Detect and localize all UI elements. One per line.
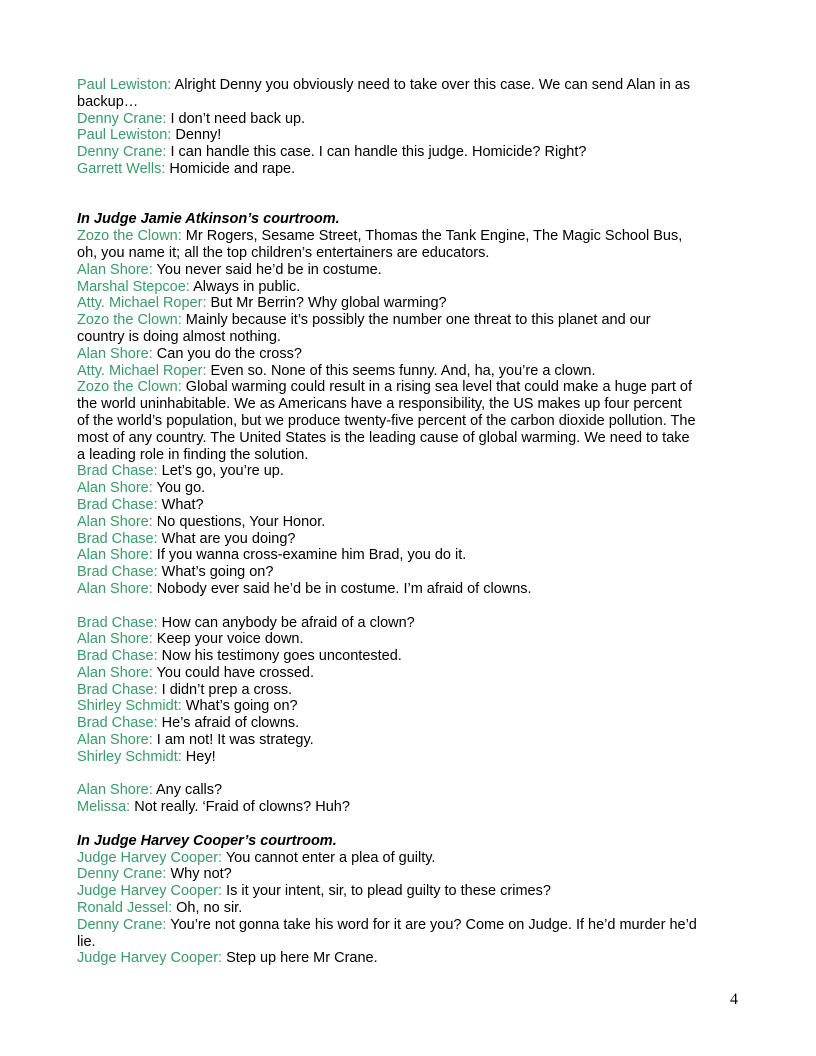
dialogue-line [77,782,697,799]
dialogue-text: No questions, Your Honor. [152,513,326,530]
speaker-name: Atty. Michael Roper: [77,362,207,379]
speaker-name: Zozo the Clown: [77,379,182,396]
dialogue-line [77,531,697,548]
dialogue-text: Can you do the cross? [152,345,302,362]
dialogue-line [77,564,697,581]
speaker-name: Atty. Michael Roper: [77,295,207,312]
speaker-name: Garrett Wells: [77,160,166,177]
dialogue-line [77,648,697,665]
dialogue-text: Step up here Mr Crane. [222,950,378,967]
speaker-name: Shirley Schmidt: [77,748,182,765]
dialogue-text: You’re not gonna take his word for it are you? Come on Judge. If he’d murder he’d lie. [77,916,697,950]
dialogue-line [77,295,697,312]
dialogue-text: What’s going on? [157,564,274,581]
speaker-name: Ronald Jessel: [77,900,173,917]
dialogue-line [77,161,697,178]
speaker-name: Brad Chase: [77,496,158,513]
speaker-name: Alan Shore: [77,782,153,799]
speaker-name: Brad Chase: [77,648,158,665]
speaker-name: Paul Lewiston: [77,77,172,93]
dialogue-line [77,262,697,279]
speaker-name: Judge Harvey Cooper: [77,950,223,967]
spacer [77,598,697,615]
speaker-name: Zozo the Clown: [77,312,182,329]
dialogue-line [77,698,697,715]
speaker-name: Denny Crane: [77,866,167,883]
dialogue-text: You never said he’d be in costume. [152,261,382,278]
dialogue-line [77,900,697,917]
dialogue-text: I didn’t prep a cross. [157,681,293,698]
dialogue-line [77,749,697,766]
dialogue-text: Why not? [166,866,232,883]
dialogue-text: Alright Denny you obviously need to take over this case. We can send Alan in as backup… [77,77,691,110]
dialogue-text: Global warming could result in a rising sea level that could make a huge part of the world uninhabitable. We as Americans have a responsibility, the US makes up four percent of the world’s population, but we produce twenty-five percent of the carbon dioxide pollution. The most of any country. The United States is the leading cause of global warming. We need to take a leading role in finding the solution. [77,379,696,463]
speaker-name: Shirley Schmidt: [77,698,182,715]
dialogue-line [77,883,697,900]
dialogue-text: Hey! [181,748,216,765]
dialogue-line [77,480,697,497]
dialogue-line [77,77,697,111]
dialogue-text: What? [157,496,204,513]
dialogue-line [77,127,697,144]
dialogue-line [77,363,697,380]
dialogue-line [77,228,697,262]
speaker-name: Denny Crane: [77,110,167,127]
dialogue-line [77,463,697,480]
dialogue-text: Oh, no sir. [172,900,243,917]
dialogue-text: If you wanna cross-examine him Brad, you do it. [152,547,467,564]
speaker-name: Brad Chase: [77,463,158,480]
dialogue-line [77,615,697,632]
speaker-name: Zozo the Clown: [77,228,182,245]
dialogue-line [77,379,697,463]
speaker-name: Alan Shore: [77,480,153,497]
dialogue-line [77,917,697,951]
dialogue-line [77,514,697,531]
document-body [77,77,697,967]
speaker-name: Brad Chase: [77,530,158,547]
dialogue-text: Any calls? [152,782,223,799]
spacer [77,816,697,833]
dialogue-line [77,715,697,732]
speaker-name: Melissa: [77,799,131,816]
speaker-name: Paul Lewiston: [77,127,172,144]
dialogue-line [77,631,697,648]
dialogue-line [77,850,697,867]
dialogue-line [77,866,697,883]
dialogue-text: What’s going on? [181,698,298,715]
speaker-name: Alan Shore: [77,664,153,681]
dialogue-line [77,312,697,346]
speaker-name: Alan Shore: [77,732,153,749]
dialogue-text: Not really. ‘Fraid of clowns? Huh? [130,799,350,816]
dialogue-text: Even so. None of this seems funny. And, ha, you’re a clown. [206,362,596,379]
dialogue-line [77,111,697,128]
dialogue-line [77,581,697,598]
dialogue-line [77,799,697,816]
dialogue-line [77,732,697,749]
dialogue-text: He’s afraid of clowns. [157,715,300,732]
speaker-name: Marshal Stepcoe: [77,278,190,295]
dialogue-text: Nobody ever said he’d be in costume. I’m afraid of clowns. [152,580,532,597]
dialogue-text: Is it your intent, sir, to plead guilty to these crimes? [222,883,551,900]
dialogue-text: But Mr Berrin? Why global warming? [206,295,447,312]
speaker-name: Alan Shore: [77,580,153,597]
speaker-name: Alan Shore: [77,631,153,648]
dialogue-line [77,682,697,699]
dialogue-text: Homicide and rape. [165,160,296,177]
speaker-name: Denny Crane: [77,144,167,161]
dialogue-line [77,346,697,363]
scene-heading: In Judge Harvey Cooper’s courtroom. [77,832,337,849]
page-number: 4 [730,991,738,1008]
speaker-name: Brad Chase: [77,564,158,581]
dialogue-text: Mr Rogers, Sesame Street, Thomas the Tank Engine, The Magic School Bus, oh, you name it; all the top children’s entertainers are educators. [77,228,683,261]
speaker-name: Alan Shore: [77,547,153,564]
spacer [77,766,697,783]
dialogue-text: I am not! It was strategy. [152,732,314,749]
dialogue-text: I can handle this case. I can handle this judge. Homicide? Right? [166,144,587,161]
dialogue-text: Let’s go, you’re up. [157,463,284,480]
speaker-name: Brad Chase: [77,681,158,698]
scene-heading: In Judge Jamie Atkinson’s courtroom. [77,211,340,228]
dialogue-line [77,950,697,967]
speaker-name: Judge Harvey Cooper: [77,883,223,900]
speaker-name: Denny Crane: [77,916,167,933]
speaker-name: Brad Chase: [77,614,158,631]
speaker-name: Judge Harvey Cooper: [77,849,223,866]
dialogue-line [77,144,697,161]
dialogue-line [77,279,697,296]
dialogue-text: I don’t need back up. [166,110,306,127]
dialogue-text: You go. [152,480,206,497]
dialogue-text: What are you doing? [157,530,296,547]
dialogue-line [77,497,697,514]
speaker-name: Brad Chase: [77,715,158,732]
dialogue-text: You could have crossed. [152,664,315,681]
dialogue-text: Denny! [171,127,222,144]
dialogue-text: How can anybody be afraid of a clown? [157,614,415,631]
spacer [77,178,697,212]
dialogue-text: Always in public. [189,278,301,295]
dialogue-text: You cannot enter a plea of guilty. [222,849,436,866]
dialogue-text: Now his testimony goes uncontested. [157,648,402,665]
dialogue-line [77,547,697,564]
dialogue-text: Keep your voice down. [152,631,304,648]
speaker-name: Alan Shore: [77,513,153,530]
dialogue-text: Mainly because it’s possibly the number one threat to this planet and our country is doing almost nothing. [77,312,651,345]
dialogue-line [77,665,697,682]
speaker-name: Alan Shore: [77,345,153,362]
speaker-name: Alan Shore: [77,261,153,278]
